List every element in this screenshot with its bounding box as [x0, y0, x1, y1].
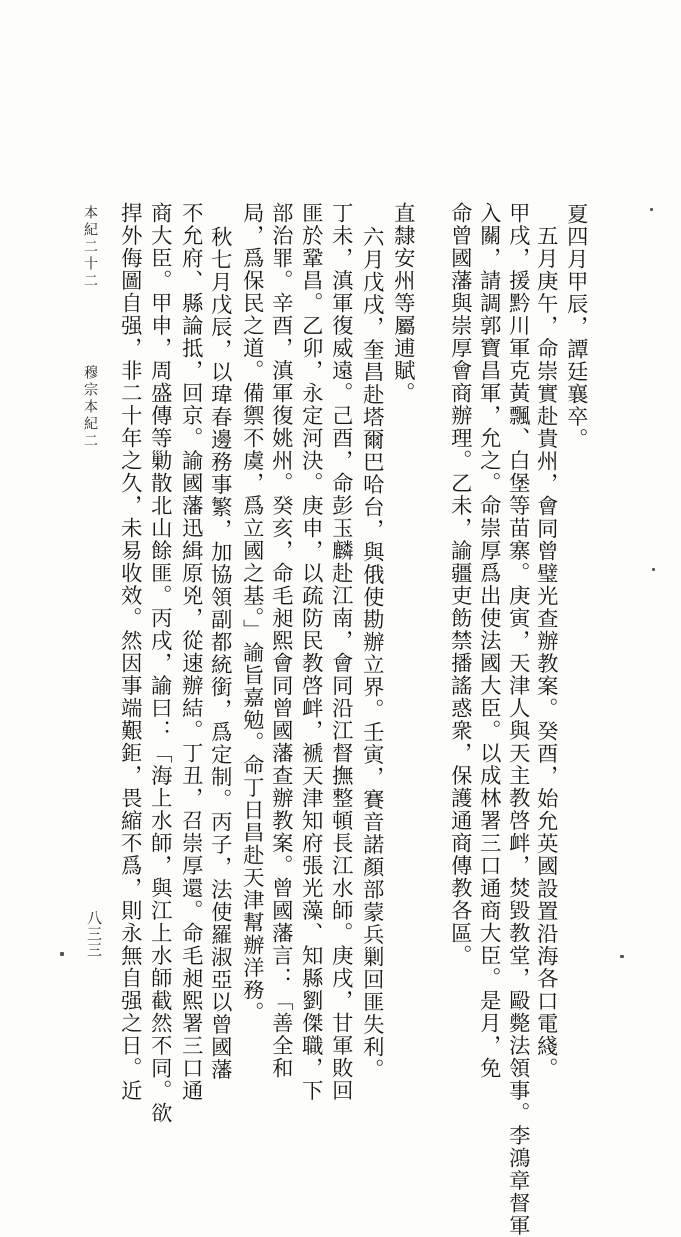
text-column: 商大臣。甲申，周盛傳等勦散北山餘匪。丙戌，諭曰：「海上水師，與江上水師截然不同。欲	[147, 202, 173, 1125]
section-title: 本紀二十二	[82, 205, 98, 290]
scan-speck	[650, 208, 653, 211]
text-column: 六月戊戌，奎昌赴塔爾巴哈台，與俄使勘辦立界。壬寅，賽音諾顏部蒙兵剿回匪失利。	[359, 226, 385, 1081]
text-column: 入關，請調郭寶昌軍，允之。命崇厚爲出使法國大臣。以成林署三口通商大臣。是月，免	[476, 202, 502, 1080]
page-number-text: 八三三	[85, 910, 103, 958]
scan-speck	[620, 955, 624, 958]
text-column: 丁未，滇軍復威遠。己酉，命彭玉麟赴江南，會同沿江督撫整頓長江水師。庚戌，甘軍敗回	[328, 202, 354, 1102]
text-column: 五月庚午，命崇實赴貴州，會同曾璧光查辦教案。癸酉，始允英國設置沿海各口電綫。	[533, 225, 559, 1080]
text-column: 匪於鞏昌。乙卯，永定河決。庚申，以疏防民教啓衅，褫天津知府張光藻、知縣劉傑職，下	[298, 202, 324, 1102]
text-column: 不允府、縣論抵，回京。諭國藩迅緝原兇，從速辦結。丁丑，召崇厚還。命毛昶熙署三口通	[178, 202, 204, 1102]
scan-speck	[60, 952, 64, 956]
chapter-title: 穆宗本紀二	[82, 365, 98, 450]
text-column: 甲戌，援黔川軍克黃飄、白堡等苗寨。庚寅，天津人與天主教啓衅，焚毀教堂，毆斃法領事。李鴻章督軍	[505, 202, 531, 1237]
text-column: 夏四月甲辰，譚廷襄卒。	[563, 203, 589, 451]
text-column: 捍外侮圖自强，非二十年之久，未易收效。然因事端艱鉅，畏縮不爲，則永無自强之日。近	[117, 202, 143, 1102]
text-column: 直隸安州等屬逋賦。	[390, 202, 416, 405]
page-number	[84, 910, 105, 958]
text-column: 秋七月戊辰，以瑋春邊務事繁，加協領副都統銜，爲定制。丙子，法使羅淑亞以曾國藩	[207, 226, 233, 1081]
running-header	[83, 205, 97, 450]
text-column: 命曾國藩與崇厚會商辦理。乙未，諭疆吏飭禁播謠惑衆，保護通商傳教各區。	[447, 202, 473, 967]
text-column: 部治罪。辛酉，滇軍復姚州。癸亥，命毛昶熙會同曾國藩查辦教案。曾國藩言：「善全和	[268, 202, 294, 1080]
scan-speck	[652, 568, 655, 571]
text-column: 局，爲保民之道。備禦不虞，爲立國之基。」諭旨嘉勉。命丁日昌赴天津幫辦洋務。	[239, 202, 265, 1024]
